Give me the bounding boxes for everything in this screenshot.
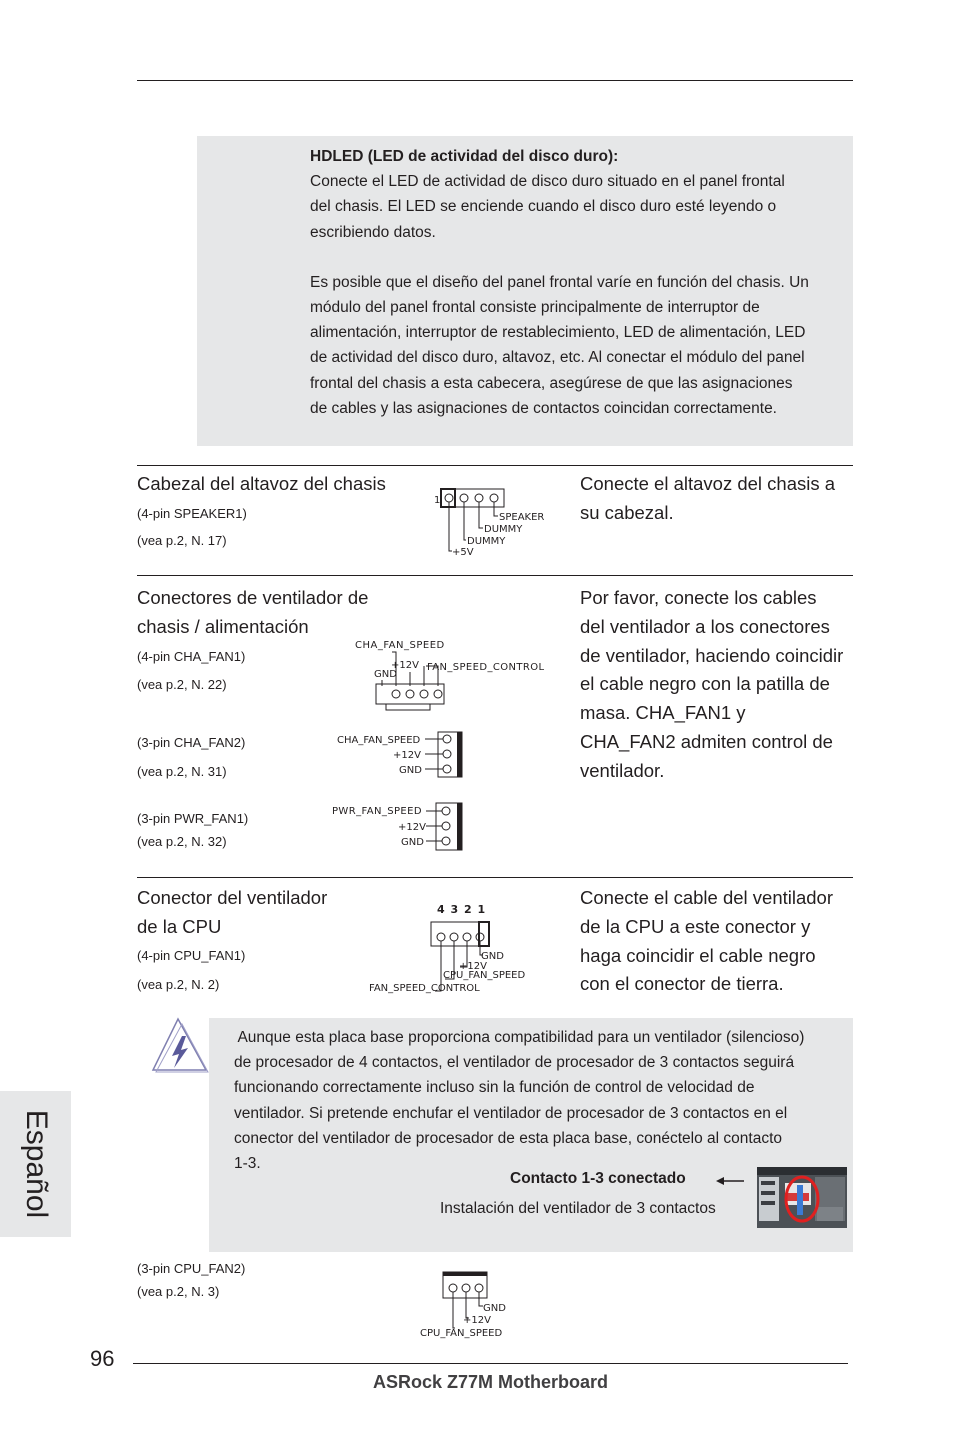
- fans-desc-line: Por favor, conecte los cables: [580, 587, 817, 608]
- note-line: de procesador de 4 contactos, el ventilador de procesador de 3 contactos seguirá: [234, 1054, 795, 1072]
- hdled-para2-line: Es posible que el diseño del panel frontal varíe en función del chasis. Un: [310, 273, 809, 291]
- diagram-label: FAN_SPEED_CONTROL: [369, 983, 480, 994]
- diagram-label: GND: [401, 837, 424, 848]
- hdled-line: escribiendo datos.: [310, 223, 436, 241]
- cha1-ref: (vea p.2, N. 22): [137, 677, 227, 692]
- note-line: funcionando correctamente incluso sin la función de control de velocidad de: [234, 1079, 755, 1097]
- fans-heading: [137, 584, 368, 642]
- footer-rule: [133, 1363, 848, 1364]
- fans-desc-line: de ventilador, haciendo coincidir: [580, 644, 844, 666]
- cpu-ref: (vea p.2, N. 2): [137, 977, 220, 992]
- cha-fan2-diagram: [335, 730, 470, 780]
- diagram-label: DUMMY: [484, 524, 523, 535]
- cpu2-pin: (3-pin CPU_FAN2): [137, 1261, 246, 1276]
- diagram-label: SPEAKER: [499, 512, 545, 523]
- fans-desc-line: el cable negro con la patilla de: [580, 673, 830, 695]
- spacer: [310, 245, 870, 270]
- arrow-left-icon: [716, 1174, 746, 1188]
- note-text: [234, 1025, 854, 1176]
- fans-heading-line: chasis / alimentación: [137, 615, 309, 637]
- cpu-fan2-diagram: [415, 1268, 525, 1340]
- page-number: 96: [90, 1346, 115, 1371]
- diagram-label: CHA_FAN_SPEED: [337, 735, 421, 746]
- pwr-ref: (vea p.2, N. 32): [137, 834, 227, 849]
- diagram-label: CPU_FAN_SPEED: [443, 970, 526, 981]
- note-line: conector del ventilador de procesador de esta placa base, conéctelo al contacto: [234, 1129, 783, 1147]
- hdled-text: [310, 144, 870, 421]
- cha2-ref: (vea p.2, N. 31): [137, 764, 227, 779]
- fans-desc-line: del ventilador a los conectores: [580, 615, 830, 637]
- cpu-heading-line: de la CPU: [137, 915, 222, 937]
- note-line: 1-3.: [234, 1155, 261, 1173]
- cpu-desc-line: de la CPU a este conector y: [580, 915, 811, 937]
- cpu-desc: [580, 884, 833, 999]
- speaker-pin: (4-pin SPEAKER1): [137, 506, 247, 521]
- speaker-desc-line: su cabezal.: [580, 501, 674, 523]
- cpu-heading-line: Conector del ventilador: [137, 887, 328, 908]
- fans-desc: [580, 584, 843, 786]
- cpu-fan1-diagram: [365, 900, 535, 996]
- side-tab-label: Español: [20, 1109, 53, 1219]
- diagram-label: +12V: [391, 660, 419, 671]
- note-caption: Instalación del ventilador de 3 contactos: [440, 1200, 716, 1217]
- diagram-label: GND: [399, 765, 422, 776]
- diagram-label: +12V: [393, 750, 421, 761]
- speaker-desc: [580, 470, 835, 528]
- cha2-pin: (3-pin CHA_FAN2): [137, 735, 246, 750]
- warning-icon: [150, 1016, 210, 1074]
- diagram-label: PWR_FAN_SPEED: [332, 806, 422, 817]
- diagram-label: GND: [374, 669, 397, 680]
- fan-connector-photo: [757, 1167, 847, 1228]
- diagram-label: +5V: [452, 547, 474, 558]
- hdled-para2-line: frontal del chasis a esta cabecera, asegúrese de que las asignaciones: [310, 374, 793, 392]
- section-divider: [137, 465, 853, 466]
- cpu2-ref: (vea p.2, N. 3): [137, 1284, 220, 1299]
- section-divider: [137, 575, 853, 576]
- cpu-pin: (4-pin CPU_FAN1): [137, 948, 246, 963]
- diagram-label: GND: [481, 951, 504, 962]
- pin-numbers: 4 3 2 1: [437, 903, 487, 916]
- top-rule: [137, 80, 853, 81]
- diagram-label: CPU_FAN_SPEED: [420, 1328, 503, 1339]
- note-line: Aunque esta placa base proporciona compatibilidad para un ventilador (silencioso): [234, 1029, 805, 1046]
- cpu-desc-line: haga coincidir el cable negro: [580, 944, 816, 966]
- cha1-pin: (4-pin CHA_FAN1): [137, 649, 246, 664]
- pwr-pin: (3-pin PWR_FAN1): [137, 811, 249, 826]
- fans-desc-line: ventilador.: [580, 759, 665, 781]
- hdled-para2-line: módulo del panel frontal consiste principalmente de interruptor de: [310, 299, 760, 317]
- speaker-ref: (vea p.2, N. 17): [137, 533, 227, 548]
- pwr-fan1-diagram: [330, 801, 470, 853]
- speaker-heading: Cabezal del altavoz del chasis: [137, 473, 386, 494]
- cpu-desc-line: con el conector de tierra.: [580, 973, 784, 995]
- fans-desc-line: masa. CHA_FAN1 y: [580, 702, 746, 724]
- language-side-tab: [0, 1091, 71, 1237]
- cpu-heading: [137, 884, 327, 942]
- diagram-label: +12V: [463, 1315, 491, 1326]
- hdled-para2-line: alimentación, interruptor de restablecimiento, LED de alimentación, LED: [310, 324, 806, 342]
- diagram-label: DUMMY: [467, 536, 506, 547]
- diagram-label: GND: [483, 1303, 506, 1314]
- hdled-para2-line: de actividad del disco duro, altavoz, etc. Al conectar el módulo del panel: [310, 349, 805, 367]
- speaker-desc-line: Conecte el altavoz del chasis a: [580, 473, 836, 494]
- cpu-desc-line: Conecte el cable del ventilador: [580, 887, 833, 908]
- cha-fan1-diagram: [350, 636, 560, 712]
- footer-product: ASRock Z77M Motherboard: [373, 1372, 609, 1392]
- hdled-title: HDLED (LED de actividad del disco duro):: [310, 148, 619, 165]
- section-divider: [137, 877, 853, 878]
- hdled-line: del chasis. El LED se enciende cuando el disco duro esté leyendo o: [310, 198, 777, 216]
- pin1-label: 1: [434, 495, 441, 506]
- hdled-line: Conecte el LED de actividad de disco duro situado en el panel frontal: [310, 173, 785, 191]
- fans-heading-line: Conectores de ventilador de: [137, 587, 369, 608]
- hdled-para2-line: de cables y las asignaciones de contactos coincidan correctamente.: [310, 399, 777, 417]
- diagram-label: +12V: [398, 822, 426, 833]
- diagram-label: CHA_FAN_SPEED: [355, 640, 445, 651]
- note-line: ventilador. Si pretende enchufar el ventilador de procesador de 3 contactos en el: [234, 1104, 788, 1122]
- speaker-header-diagram: [430, 484, 550, 560]
- diagram-label: FAN_SPEED_CONTROL: [427, 662, 545, 673]
- diagram-label: +12V: [459, 961, 487, 972]
- note-caption-bold: Contacto 1-3 conectado: [510, 1170, 686, 1187]
- fans-desc-line: CHA_FAN2 admiten control de: [580, 730, 833, 752]
